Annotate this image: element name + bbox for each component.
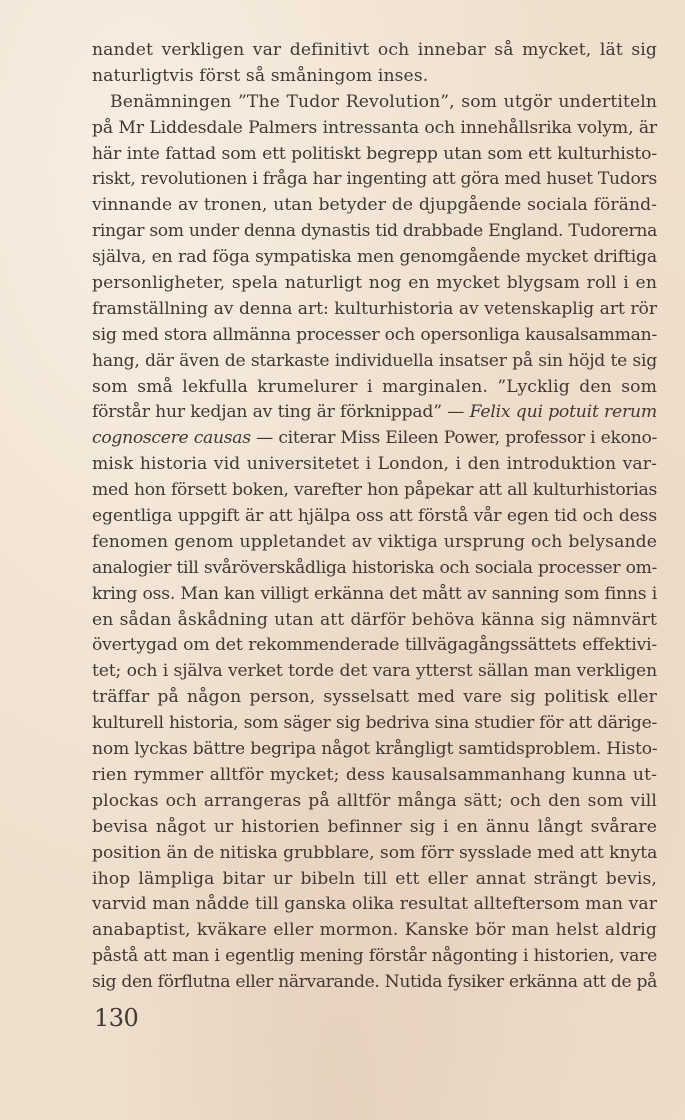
text-line: position än de nitiska grubblare, som förr sysslade med att knyta [92, 842, 658, 863]
latin-quote: cognoscere causas [92, 428, 251, 449]
text-line: en sådan åskådning utan att därför behöva känna sig nämnvärt [92, 609, 657, 630]
text-line: personligheter, spela naturligt nog en mycket blygsam roll i en [92, 273, 657, 294]
text-line: tet; och i själva verket torde det vara ytterst sällan man verkligen [92, 661, 657, 682]
text-line: kulturell historia, som säger sig bedriva sina studier för att därige- [92, 713, 657, 734]
text-line: egentliga uppgift är att hjälpa oss att förstå vår egen tid och dess [92, 506, 657, 527]
text-line: rien rymmer alltför mycket; dess kausalsammanhang kunna ut- [92, 764, 657, 785]
text-line: övertygad om det rekommenderade tillvägagångssättets effektivi- [92, 635, 657, 656]
text-line: vinnande av tronen, utan betyder de djupgående sociala föränd- [92, 195, 657, 216]
text-line: med hon försett boken, varefter hon påpekar att all kulturhistorias [92, 480, 657, 501]
text-line: framställning av denna art: kulturhistoria av vetenskaplig art rör [92, 298, 657, 319]
text-fragment: förstår hur kedjan av ting är förknippad” — [92, 402, 465, 423]
text-line: nom lyckas bättre begripa något krångligt samtidsproblem. Histo- [92, 739, 658, 760]
text-line: kring oss. Man kan villigt erkänna det mått av sanning som finns i [92, 583, 657, 604]
text-line: misk historia vid universitetet i London, i den introduktion var- [92, 454, 657, 475]
text-line: som små lekfulla krumelurer i marginalen. ”Lycklig den som [92, 376, 657, 397]
text-fragment: — citerar Miss Eileen Power, professor i ekono- [256, 428, 658, 449]
text-line: riskt, revolutionen i fråga har ingenting att göra med huset Tudors [92, 169, 657, 190]
latin-quote: Felix qui potuit rerum [469, 402, 658, 423]
text-line: Benämningen ”The Tudor Revolution”, som utgör undertiteln [110, 91, 657, 112]
text-line: här inte fattad som ett politiskt begrepp utan som ett kulturhisto- [92, 143, 657, 164]
text-line: varvid man nådde till ganska olika resultat allteftersom man var [92, 894, 657, 915]
text-line: analogier till svåröverskådliga historiska och sociala processer om- [92, 557, 657, 578]
text-line: plockas och arrangeras på alltför många sätt; och den som vill [92, 790, 657, 811]
text-line: ihop lämpliga bitar ur bibeln till ett eller annat strängt bevis, [92, 868, 657, 889]
text-line: nandet verkligen var definitivt och innebar så mycket, lät sig [92, 40, 657, 60]
text-line-with-latin-quote [92, 400, 657, 426]
text-line-with-latin-quote [92, 426, 657, 452]
text-line: sig med stora allmänna processer och opersonliga kausalsamman- [92, 324, 657, 345]
text-line: själva, en rad föga sympatiska men genomgående mycket driftiga [92, 247, 657, 268]
text-line: påstå att man i egentlig mening förstår någonting i historien, vare [92, 946, 657, 967]
body-text [92, 38, 657, 996]
text-line: fenomen genom uppletandet av viktiga ursprung och belysande [92, 531, 657, 552]
text-line: naturligtvis först så småningom inses. [92, 65, 429, 86]
text-line: anabaptist, kväkare eller mormon. Kanske bör man helst aldrig [92, 920, 657, 941]
text-line: på Mr Liddesdale Palmers intressanta och innehållsrika volym, är [92, 117, 657, 138]
text-line: bevisa något ur historien befinner sig i en ännu långt svårare [92, 816, 657, 837]
page-number: 130 [94, 1004, 139, 1032]
text-line: ringar som under denna dynastis tid drabbade England. Tudorerna [92, 221, 657, 242]
text-line: sig den förflutna eller närvarande. Nutida fysiker erkänna att de på [92, 972, 657, 993]
text-line: hang, där även de starkaste individuella insatser på sin höjd te sig [92, 350, 657, 371]
text-line: träffar på någon person, sysselsatt med vare sig politisk eller [92, 687, 657, 708]
